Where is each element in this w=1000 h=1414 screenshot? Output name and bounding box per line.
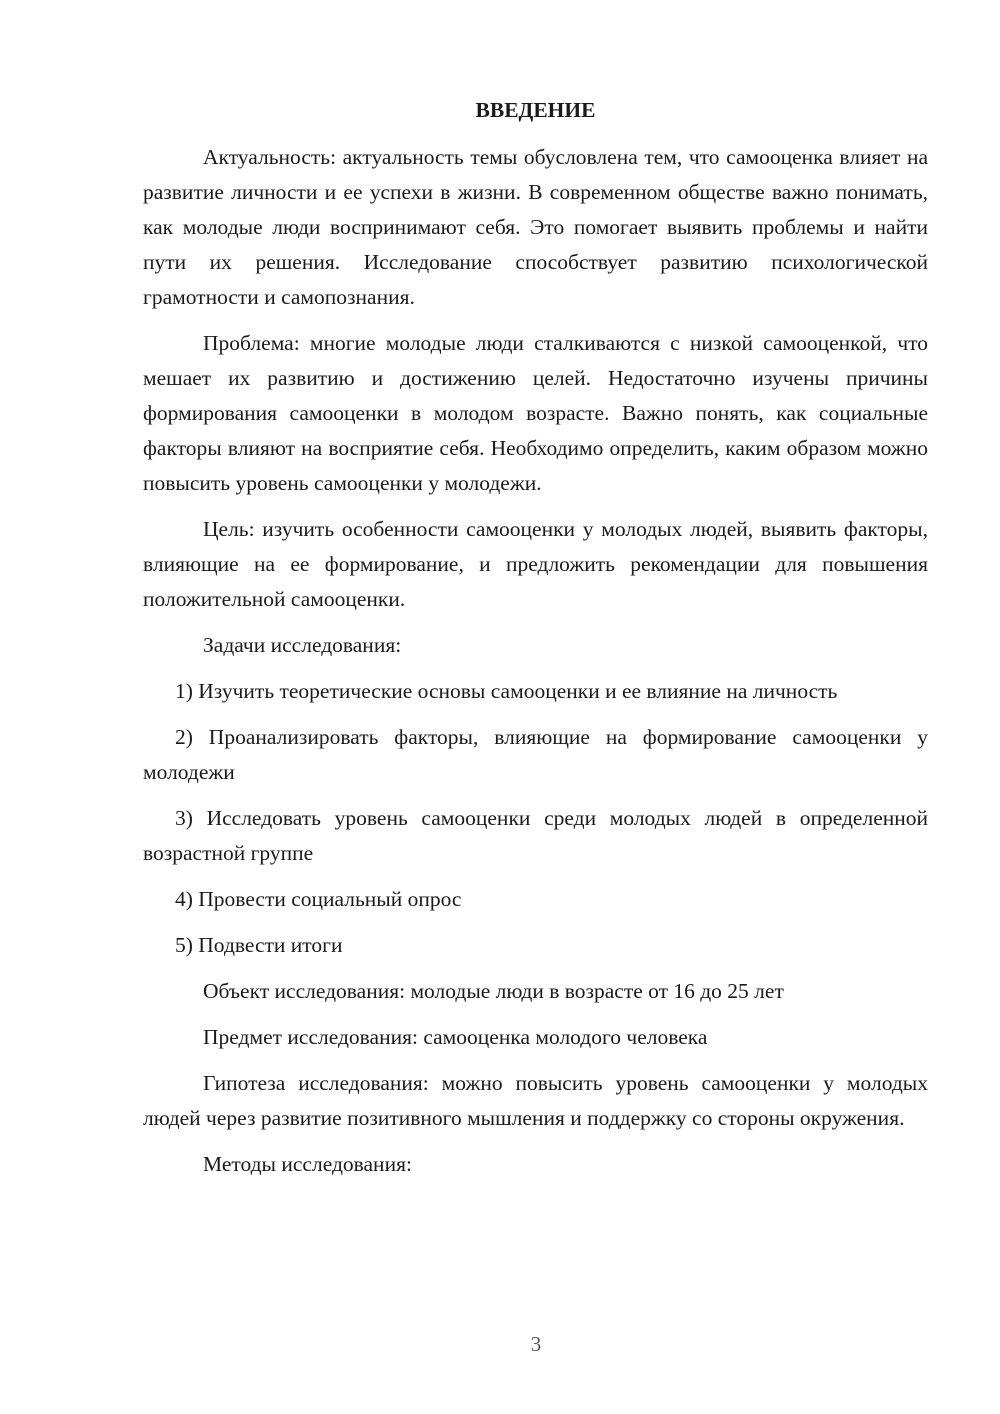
task-item: 2) Проанализировать факторы, влияющие на формирование самооценки у молодежи (143, 725, 928, 784)
page-number: 3 (530, 1332, 542, 1356)
tasks-heading: Задачи исследования: (203, 633, 402, 657)
research-hypothesis: Гипотеза исследования: можно повысить уровень самооценки у молодых людей через развитие позитивного мышления и поддержку со стороны окружения. (143, 1071, 928, 1130)
methods-heading: Методы исследования: (203, 1152, 412, 1176)
task-item: 1) Изучить теоретические основы самооценки и ее влияние на личность (175, 679, 838, 703)
task-item: 4) Провести социальный опрос (175, 887, 462, 911)
goal-paragraph: Цель: изучить особенности самооценки у молодых людей, выявить факторы, влияющие на ее формирование, и предложить рекомендации для повышения положительной самооценки. (143, 517, 928, 611)
task-item: 5) Подвести итоги (175, 933, 343, 957)
page-title: ВВЕДЕНИЕ (475, 98, 596, 122)
research-subject: Предмет исследования: самооценка молодого человека (203, 1025, 708, 1049)
relevance-paragraph: Актуальность: актуальность темы обусловлена тем, что самооценка влияет на развитие личности и ее успехи в жизни. В современном обществе важно понимать, как молодые люди воспринимают себя. Это помогает выявить проблемы и найти пути их решения. Исследование способствует развитию психологической грамотности и самопознания. (143, 145, 928, 309)
problem-paragraph: Проблема: многие молодые люди сталкиваются с низкой самооценкой, что мешает их развитию и достижению целей. Недостаточно изучены причины формирования самооценки в молодом возрасте. Важно понять, как социальные факторы влияют на восприятие себя. Необходимо определить, каким образом можно повысить уровень самооценки у молодежи. (143, 331, 928, 495)
page-content (143, 93, 928, 1193)
task-item: 3) Исследовать уровень самооценки среди молодых людей в определенной возрастной группе (143, 806, 928, 865)
research-object: Объект исследования: молодые люди в возрасте от 16 до 25 лет (203, 979, 784, 1003)
